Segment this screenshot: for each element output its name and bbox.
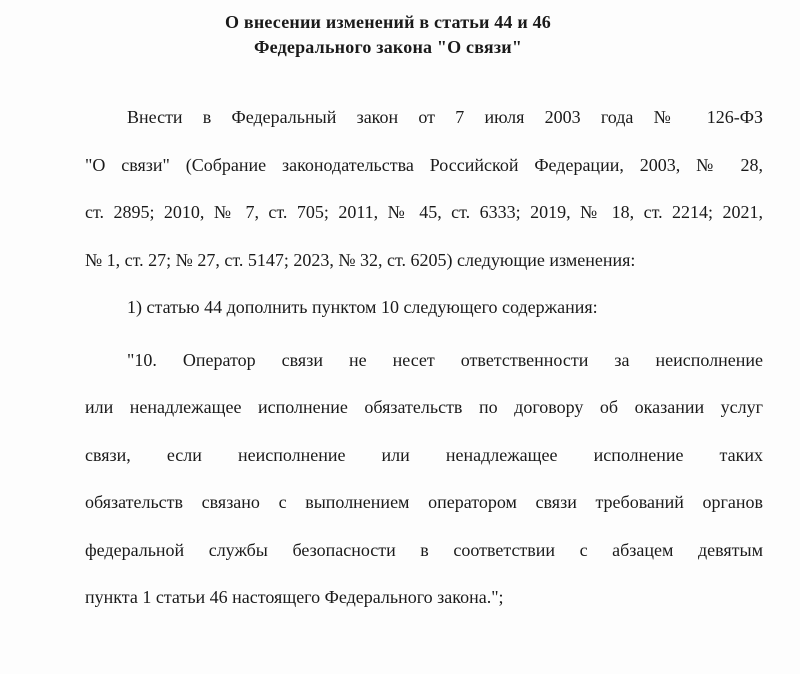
document-body bbox=[85, 94, 763, 622]
text-line: обязательств связано с выполнением оператором связи требований органов bbox=[85, 492, 763, 512]
document-title bbox=[49, 0, 727, 60]
text-line: или ненадлежащее исполнение обязательств по договору об оказании услуг bbox=[85, 397, 763, 417]
text-line: федеральной службы безопасности в соответствии с абзацем девятым bbox=[85, 539, 763, 560]
title-line-2: Федерального закона "О связи" bbox=[253, 37, 523, 57]
title-line-1: О внесении изменений в статьи 44 и 46 bbox=[225, 12, 551, 32]
text-line: "10. Оператор связи не несет ответственности за неисполнение bbox=[127, 349, 763, 370]
paragraph-item-1 bbox=[85, 284, 763, 332]
text-line: "О связи" (Собрание законодательства Российской Федерации, 2003, № 28, bbox=[85, 154, 763, 175]
text-line: 1) статью 44 дополнить пунктом 10 следующего содержания: bbox=[127, 297, 598, 317]
text-line: связи, если неисполнение или ненадлежащее исполнение таких bbox=[85, 444, 763, 465]
text-line: № 1, ст. 27; № 27, ст. 5147; 2023, № 32, ст. 6205) следующие изменения: bbox=[85, 249, 636, 270]
paragraph-intro bbox=[85, 94, 763, 284]
paragraph-quoted-clause bbox=[85, 337, 763, 622]
text-line: Внести в Федеральный закон от 7 июля 2003 года № 126-ФЗ bbox=[127, 107, 763, 127]
text-line: пункта 1 статьи 46 настоящего Федерального закона."; bbox=[85, 587, 504, 607]
text-line: ст. 2895; 2010, № 7, ст. 705; 2011, № 45, ст. 6333; 2019, № 18, ст. 2214; 2021, bbox=[85, 202, 763, 222]
